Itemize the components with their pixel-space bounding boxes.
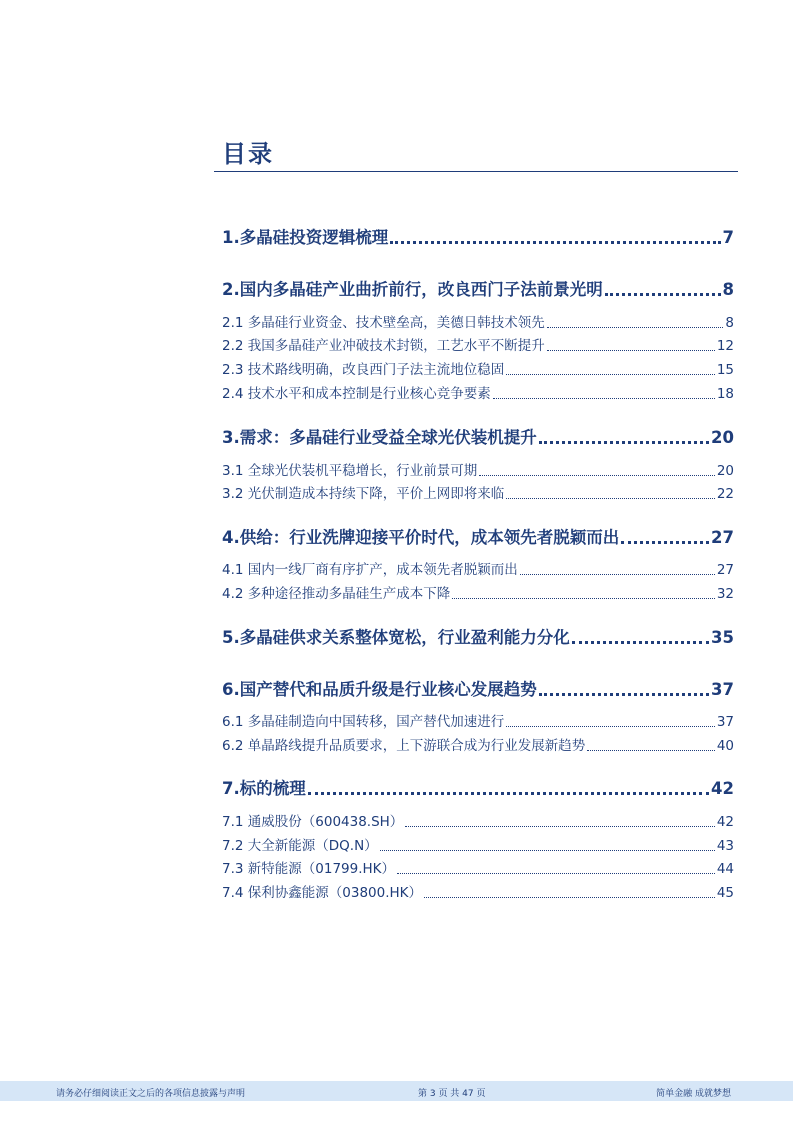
toc-entry-page-number: 20 — [711, 428, 734, 447]
toc-section-entry[interactable] — [222, 382, 734, 402]
toc-entry-label: 4.供给：行业洗牌迎接平价时代，成本领先者脱颖而出 — [222, 528, 620, 547]
toc-entry-page-number: 37 — [716, 714, 734, 730]
toc-section-entry[interactable] — [222, 810, 734, 830]
toc-entry-label: 5.多晶硅供求关系整体宽松，行业盈利能力分化 — [222, 628, 570, 647]
toc-section-entry[interactable] — [222, 558, 734, 578]
toc-entry-page-number: 8 — [722, 280, 734, 299]
toc-section-entry[interactable] — [222, 358, 734, 378]
toc-entry-page-number: 40 — [716, 738, 734, 754]
toc-entry-label: 1.多晶硅投资逻辑梳理 — [222, 228, 389, 247]
toc-entry-label: 7.2 大全新能源（DQ.N） — [222, 838, 378, 854]
dot-leader — [506, 358, 715, 378]
toc-entry-label: 2.3 技术路线明确，改良西门子法主流地位稳固 — [222, 362, 505, 378]
toc-entry-page-number: 22 — [716, 486, 734, 502]
dot-leader — [587, 734, 715, 754]
toc-entry-page-number: 43 — [716, 838, 734, 854]
toc-entry-label: 2.4 技术水平和成本控制是行业核心竞争要素 — [222, 386, 491, 402]
dot-leader — [380, 834, 715, 854]
toc-chapter-entry[interactable] — [222, 276, 734, 300]
toc-entry-label: 2.1 多晶硅行业资金、技术壁垒高，美德日韩技术领先 — [222, 315, 545, 331]
toc-entry-page-number: 12 — [716, 338, 734, 354]
toc-section-entry[interactable] — [222, 582, 734, 602]
dot-leader — [452, 582, 715, 602]
toc-entry-page-number: 37 — [711, 680, 734, 699]
toc-entry-label: 3.1 全球光伏装机平稳增长，行业前景可期 — [222, 463, 478, 479]
title-rule — [214, 171, 738, 172]
dot-leader — [493, 382, 715, 402]
toc-entry-page-number: 27 — [716, 562, 734, 578]
toc-entry-page-number: 32 — [716, 586, 734, 602]
toc-chapter-entry[interactable] — [222, 224, 734, 248]
toc-entry-page-number: 8 — [725, 315, 734, 331]
toc-entry-label: 6.国产替代和品质升级是行业核心发展趋势 — [222, 680, 537, 699]
toc-entry-page-number: 44 — [716, 861, 734, 877]
toc-entry-page-number: 42 — [716, 814, 734, 830]
toc-entry-label: 7.3 新特能源（01799.HK） — [222, 861, 396, 877]
dot-leader — [520, 558, 715, 578]
toc-entry-label: 2.国内多晶硅产业曲折前行，改良西门子法前景光明 — [222, 280, 603, 299]
toc-chapter-entry[interactable] — [222, 424, 734, 448]
toc-section-entry[interactable] — [222, 834, 734, 854]
toc-entry-page-number: 45 — [716, 885, 734, 901]
dot-leader — [605, 276, 721, 300]
dot-leader — [397, 857, 715, 877]
dot-leader — [506, 482, 715, 502]
page-footer — [0, 1081, 793, 1101]
footer-disclaimer: 请务必仔细阅读正文之后的各项信息披露与声明 — [56, 1089, 246, 1099]
toc-entry-label: 3.需求：多晶硅行业受益全球光伏装机提升 — [222, 428, 537, 447]
dot-leader — [424, 881, 715, 901]
footer-slogan: 简单金融 成就梦想 — [656, 1089, 731, 1099]
dot-leader — [572, 624, 709, 648]
dot-leader — [308, 775, 709, 799]
dot-leader — [390, 224, 720, 248]
dot-leader — [539, 424, 709, 448]
dot-leader — [547, 311, 724, 331]
dot-leader — [547, 334, 715, 354]
toc-entry-page-number: 18 — [716, 386, 734, 402]
toc-entry-page-number: 7 — [722, 228, 734, 247]
toc-entry-page-number: 35 — [711, 628, 734, 647]
toc-entry-page-number: 20 — [716, 463, 734, 479]
toc-section-entry[interactable] — [222, 482, 734, 502]
toc-entry-label: 2.2 我国多晶硅产业冲破技术封锁，工艺水平不断提升 — [222, 338, 545, 354]
toc-entry-label: 7.4 保利协鑫能源（03800.HK） — [222, 885, 423, 901]
dot-leader — [479, 459, 715, 479]
toc-section-entry[interactable] — [222, 311, 734, 331]
toc-entry-label: 4.2 多种途径推动多晶硅生产成本下降 — [222, 586, 451, 602]
toc-section-entry[interactable] — [222, 334, 734, 354]
toc-section-entry[interactable] — [222, 710, 734, 730]
toc-entry-page-number: 27 — [711, 528, 734, 547]
toc-entry-page-number: 15 — [716, 362, 734, 378]
toc-entry-label: 4.1 国内一线厂商有序扩产，成本领先者脱颖而出 — [222, 562, 518, 578]
footer-page-info: 第 3 页 共 47 页 — [418, 1089, 486, 1099]
toc-entry-page-number: 42 — [711, 779, 734, 798]
toc-title: 目录 — [222, 140, 274, 168]
toc-entry-label: 6.1 多晶硅制造向中国转移，国产替代加速进行 — [222, 714, 505, 730]
toc-entry-label: 7.1 通威股份（600438.SH） — [222, 814, 404, 830]
toc-section-entry[interactable] — [222, 857, 734, 877]
toc-chapter-entry[interactable] — [222, 624, 734, 648]
toc-section-entry[interactable] — [222, 459, 734, 479]
toc-entry-label: 3.2 光伏制造成本持续下降，平价上网即将来临 — [222, 486, 505, 502]
dot-leader — [539, 676, 709, 700]
toc-chapter-entry[interactable] — [222, 524, 734, 548]
toc-entry-label: 6.2 单晶路线提升品质要求，上下游联合成为行业发展新趋势 — [222, 738, 586, 754]
dot-leader — [506, 710, 715, 730]
dot-leader — [621, 524, 709, 548]
toc-section-entry[interactable] — [222, 881, 734, 901]
dot-leader — [405, 810, 715, 830]
toc-chapter-entry[interactable] — [222, 676, 734, 700]
toc-entry-label: 7.标的梳理 — [222, 779, 306, 798]
toc-chapter-entry[interactable] — [222, 775, 734, 799]
toc-section-entry[interactable] — [222, 734, 734, 754]
